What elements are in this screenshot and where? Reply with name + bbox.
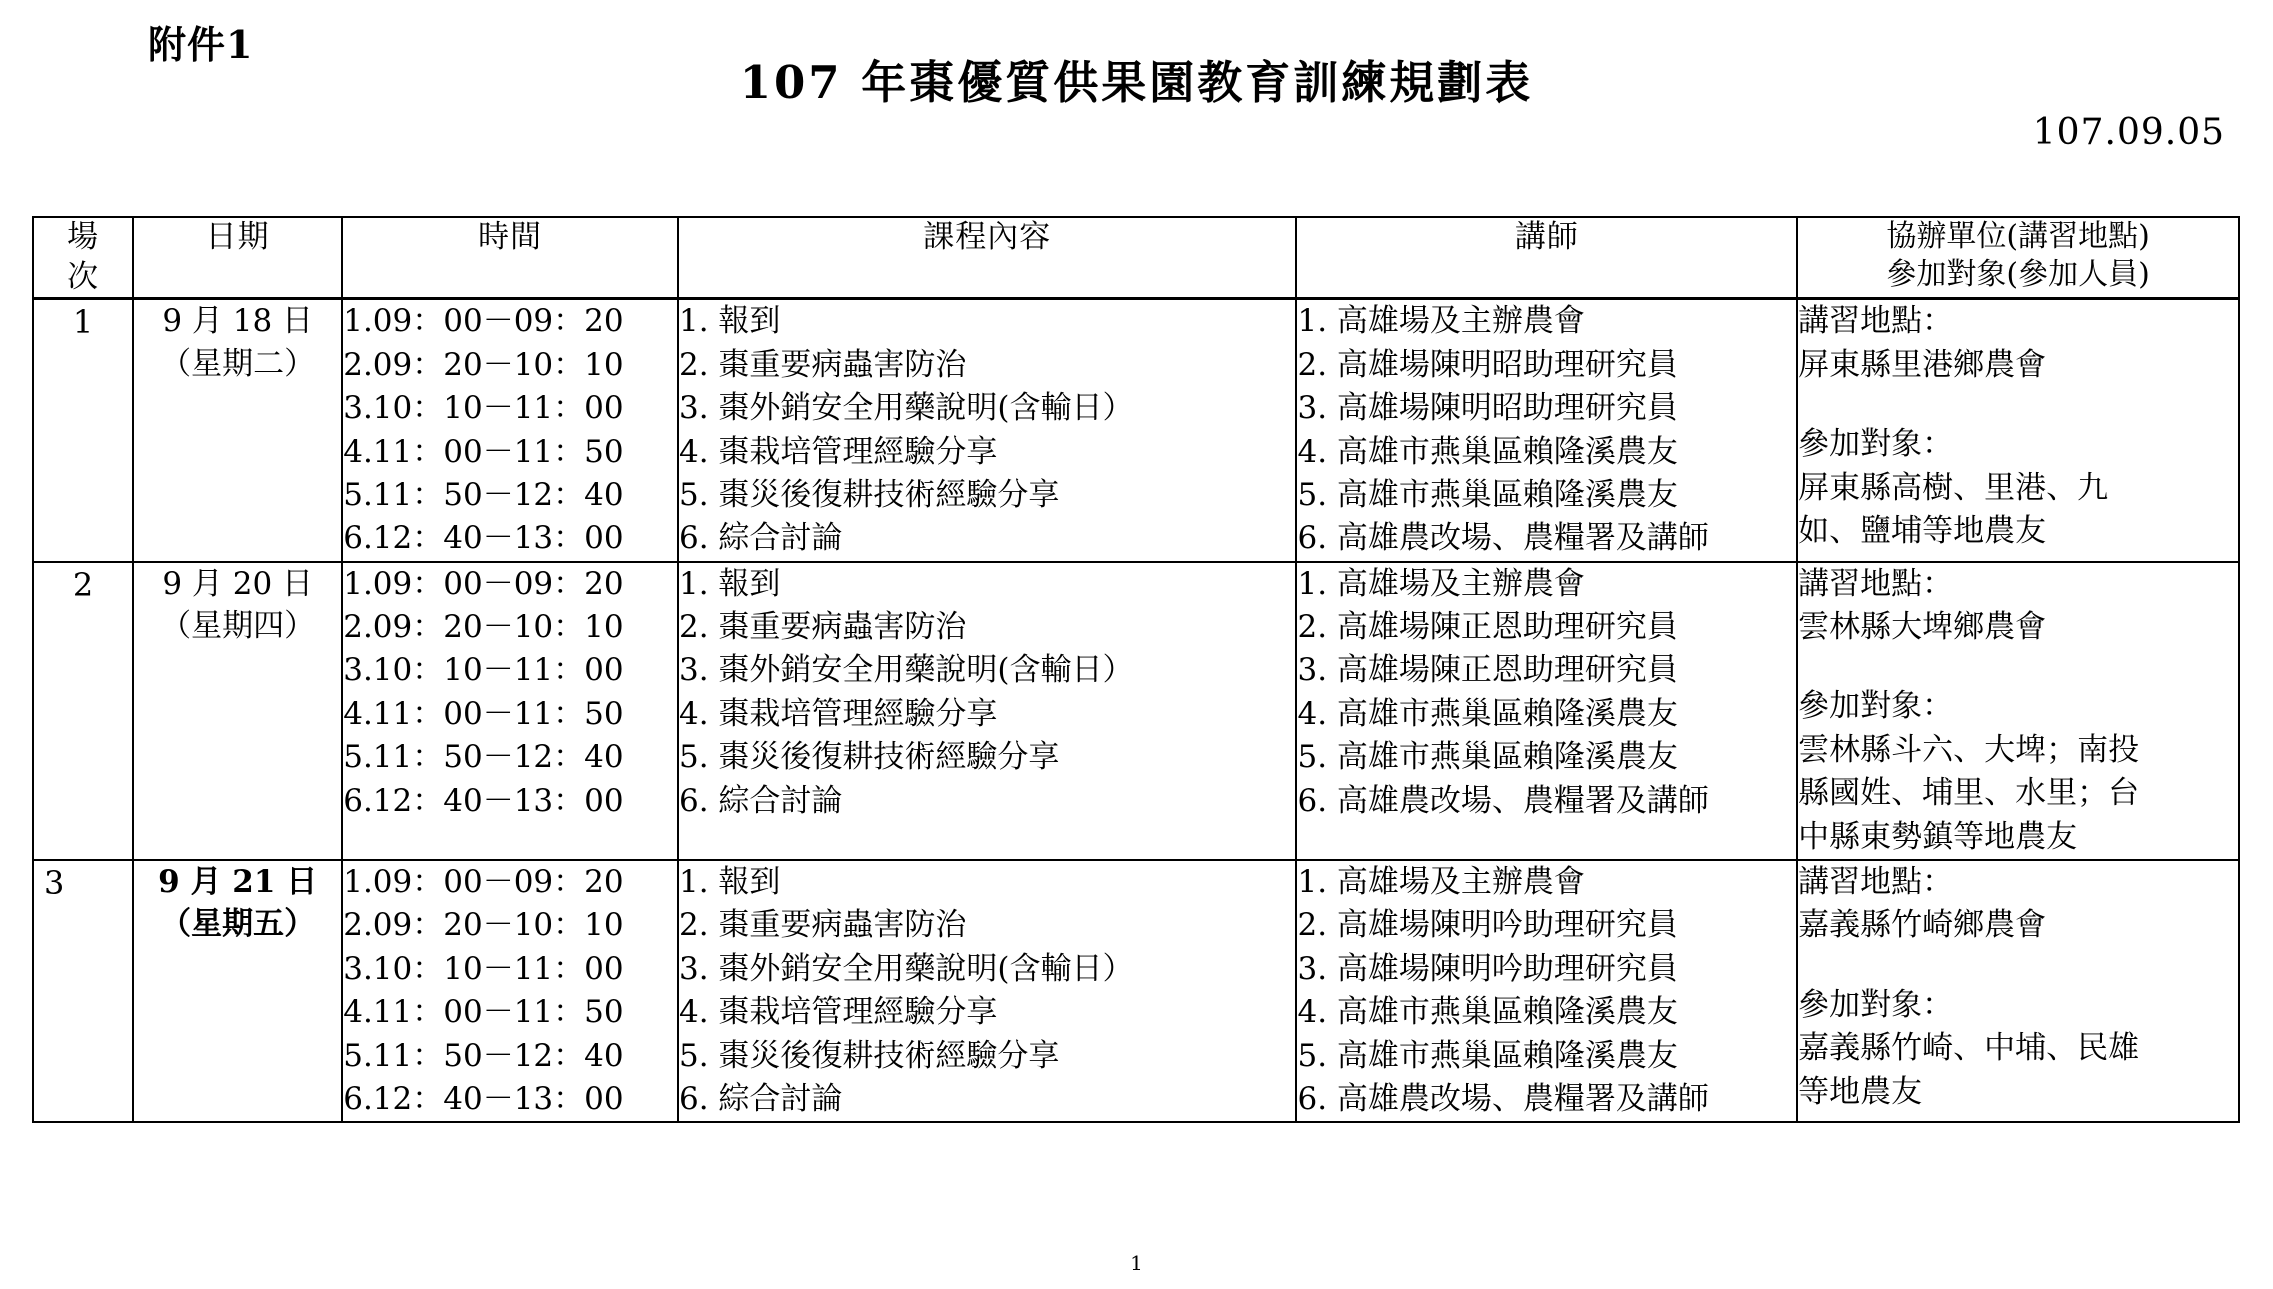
speaker-list [1296,562,1797,860]
session-date-weekday: （星期二） [160,345,316,382]
course-item: 5. 棗災後復耕技術經驗分享 [678,476,1060,513]
course-item: 5. 棗災後復耕技術經驗分享 [678,739,1060,776]
time-slot: 2.09：20－10：10 [343,907,624,944]
time-slot: 5.11：50－12：40 [343,739,624,776]
audience-value: 屏東縣高樹、里港、九 [1798,469,2109,506]
course-list [678,562,1297,860]
session-time-list [342,299,678,562]
speaker-item: 5. 高雄市燕巢區賴隆溪農友 [1297,739,1678,776]
venue-label-line2: 參加對象(參加人員) [1886,256,2150,292]
course-item: 1. 報到 [678,565,781,602]
time-slot: 3.10：10－11：00 [343,390,624,427]
speaker-item: 4. 高雄市燕巢區賴隆溪農友 [1297,994,1678,1031]
speaker-item: 4. 高雄市燕巢區賴隆溪農友 [1297,433,1678,470]
speaker-item: 3. 高雄場陳明吟助理研究員 [1297,950,1678,987]
column-header-date: 日期 [133,217,342,299]
table-row [33,299,2239,562]
course-item: 4. 棗栽培管理經驗分享 [678,433,998,470]
spacer [1798,948,2238,984]
course-item: 6. 綜合討論 [678,782,843,819]
table-row [33,860,2239,1122]
document-date: 107.09.05 [2032,112,2225,153]
course-list [678,299,1297,562]
course-item: 2. 棗重要病蟲害防治 [678,346,967,383]
time-slot: 6.12：40－13：00 [343,1080,624,1117]
course-item: 6. 綜合討論 [678,520,843,557]
session-date [133,860,342,1122]
session-number: 1 [33,299,133,562]
course-item: 3. 棗外銷安全用藥說明(含輸日） [678,390,1134,427]
table-header-row [33,217,2239,299]
course-item: 6. 綜合討論 [678,1080,843,1117]
course-item: 2. 棗重要病蟲害防治 [678,907,967,944]
venue-label: 講習地點： [1798,864,1954,901]
session-date [133,562,342,860]
audience-value: 縣國姓、埔里、水里；台 [1798,775,2140,812]
session-date-weekday: （星期五） [160,906,316,943]
audience-label: 參加對象： [1798,426,1954,463]
session-date-weekday: （星期四） [160,607,316,644]
column-header-time: 時間 [342,217,678,299]
spacer [1798,387,2238,423]
page-title: 107 年棗優質供果園教育訓練規劃表 [739,56,1534,109]
column-header-venue [1797,217,2239,299]
table-row [33,562,2239,860]
speaker-item: 6. 高雄農改場、農糧署及講師 [1297,520,1709,557]
time-slot: 4.11：00－11：50 [343,695,624,732]
course-item: 3. 棗外銷安全用藥說明(含輸日） [678,652,1134,689]
speaker-item: 6. 高雄農改場、農糧署及講師 [1297,1080,1709,1117]
speaker-item: 1. 高雄場及主辦農會 [1297,303,1585,340]
course-item: 3. 棗外銷安全用藥說明(含輸日） [678,950,1134,987]
speaker-item: 2. 高雄場陳正恩助理研究員 [1297,609,1678,646]
session-time-list [342,562,678,860]
course-item: 1. 報到 [678,303,781,340]
column-header-course: 課程內容 [678,217,1297,299]
session-date-line1: 9 月 20 日 [162,565,314,602]
speaker-item: 6. 高雄農改場、農糧署及講師 [1297,782,1709,819]
page-number: 1 [1130,1251,1143,1275]
audience-value: 如、鹽埔等地農友 [1798,512,2047,549]
time-slot: 1.09：00－09：20 [343,864,624,901]
spacer [1798,649,2238,685]
course-item: 1. 報到 [678,864,781,901]
venue-label: 講習地點： [1798,565,1954,602]
column-header-speaker: 講師 [1296,217,1797,299]
audience-label: 參加對象： [1798,688,1954,725]
audience-label: 參加對象： [1798,986,1954,1023]
venue-value: 嘉義縣竹崎鄉農會 [1798,907,2047,944]
time-slot: 6.12：40－13：00 [343,520,624,557]
venue-and-audience [1797,562,2239,860]
session-number: 3 [33,860,133,1122]
course-list [678,860,1297,1122]
time-slot: 1.09：00－09：20 [343,303,624,340]
session-date-line1: 9 月 18 日 [162,303,314,340]
attachment-label: 附件1 [148,22,254,67]
speaker-item: 5. 高雄市燕巢區賴隆溪農友 [1297,1037,1678,1074]
course-item: 2. 棗重要病蟲害防治 [678,609,967,646]
audience-value: 嘉義縣竹崎、中埔、民雄 [1798,1030,2140,1067]
time-slot: 2.09：20－10：10 [343,609,624,646]
time-slot: 1.09：00－09：20 [343,565,624,602]
course-item: 4. 棗栽培管理經驗分享 [678,994,998,1031]
audience-value: 雲林縣斗六、大埤；南投 [1798,731,2140,768]
speaker-list [1296,299,1797,562]
session-time-list [342,860,678,1122]
time-slot: 2.09：20－10：10 [343,346,624,383]
time-slot: 4.11：00－11：50 [343,433,624,470]
venue-label-line1: 協辦單位(講習地點) [1886,219,2150,254]
time-slot: 3.10：10－11：00 [343,950,624,987]
speaker-item: 5. 高雄市燕巢區賴隆溪農友 [1297,476,1678,513]
venue-and-audience [1797,860,2239,1122]
training-schedule-table [32,216,2240,1123]
time-slot: 4.11：00－11：50 [343,994,624,1031]
speaker-item: 2. 高雄場陳明昭助理研究員 [1297,346,1678,383]
audience-value: 等地農友 [1798,1073,1923,1110]
column-header-session-no [33,217,133,299]
speaker-item: 1. 高雄場及主辦農會 [1297,565,1585,602]
course-item: 4. 棗栽培管理經驗分享 [678,695,998,732]
venue-and-audience [1797,299,2239,562]
time-slot: 6.12：40－13：00 [343,782,624,819]
speaker-list [1296,860,1797,1122]
time-slot: 5.11：50－12：40 [343,476,624,513]
session-date-line1: 9 月 21 日 [158,864,318,901]
venue-label: 講習地點： [1798,303,1954,340]
speaker-item: 2. 高雄場陳明吟助理研究員 [1297,907,1678,944]
venue-value: 屏東縣里港鄉農會 [1798,346,2047,383]
speaker-item: 3. 高雄場陳正恩助理研究員 [1297,652,1678,689]
session-number: 2 [33,562,133,860]
time-slot: 3.10：10－11：00 [343,652,624,689]
course-item: 5. 棗災後復耕技術經驗分享 [678,1037,1060,1074]
speaker-item: 3. 高雄場陳明昭助理研究員 [1297,390,1678,427]
time-slot: 5.11：50－12：40 [343,1037,624,1074]
speaker-item: 1. 高雄場及主辦農會 [1297,864,1585,901]
session-date [133,299,342,562]
venue-value: 雲林縣大埤鄉農會 [1798,609,2047,646]
speaker-item: 4. 高雄市燕巢區賴隆溪農友 [1297,695,1678,732]
session-no-label-line2: 次 [67,258,100,295]
session-no-label-line1: 場 [67,219,100,255]
audience-value: 中縣東勢鎮等地農友 [1798,818,2078,855]
